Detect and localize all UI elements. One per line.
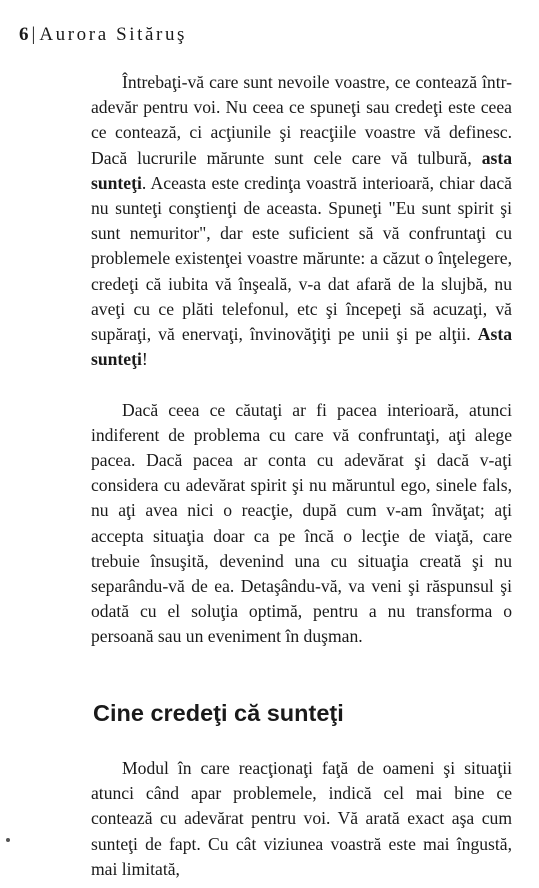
section-paragraph: Modul în care reacţionaţi faţă de oameni şi situaţii atunci când apar problemele, indică cel mai bine ce contează cu adevărat pentru voi. Vă arată exact aşa cum sunteţi de fapt. Cu cât viziunea voastră este mai îngustă, mai limitată, (91, 758, 512, 879)
paragraph-1 (91, 70, 512, 372)
paragraph-2 (91, 398, 512, 650)
paragraph-1-text-2: . Aceasta este credinţa voastră interioară, chiar dacă nu sunteţi conştienţi de aceasta. Spuneţi "Eu sunt spirit şi sunt nemuritor", dar este suficient să vă confruntaţi cu problemele existenţei voastre mărunte: a căzut o înţelegere, credeţi că iubita vă înşeală, v-a dat afară de la slujbă, nu aveţi cu ce plăti telefonul, etc şi începeţi să acuzaţi, vă supăraţi, vă enervaţi, învinovăţiţi pe unii şi pe alţii. (91, 172, 512, 345)
paragraph-1-emphasis-2: Asta sunteţi (91, 324, 512, 370)
body-text (91, 70, 512, 650)
margin-dot (6, 838, 10, 842)
paragraph-1-emphasis-1: asta sunteţi (91, 147, 512, 193)
paragraph-1-text-1: Întrebaţi-vă care sunt nevoile voastre, ce contează într-adevăr pentru voi. Nu ceea ce spuneţi sau credeţi este ceea ce contează, ci acţiunile şi reacţiile voastre vă definesc. Dacă lucrurile mărunte sunt cele care vă tulbură, (91, 72, 512, 168)
page-number: 6 (19, 24, 29, 45)
paragraph-1-text-3: ! (141, 349, 148, 370)
section-body-text (91, 756, 512, 882)
running-header (19, 24, 187, 46)
header-separator: | (31, 24, 36, 45)
author-name: Aurora Sităruş (39, 24, 188, 45)
paragraph-2-text: Dacă ceea ce căutaţi ar fi pacea interioară, atunci indiferent de problema cu care vă confruntaţi, aţi alege pacea. Dacă pacea ar conta cu adevărat şi dacă v-aţi considera cu adevărat spirit şi nu măruntul ego, sinele fals, nu aţi avea nici o reacţie, după cum v-am învăţat; aţi accepta situaţia doar ca pe încă o lecţie de viaţă, care trebuie însuşită, devenind una cu situaţia creată şi nu separându-vă de ea. Detaşându-vă, va veni şi răspunsul şi odată cu el soluţia optimă, pentru a nu transforma o persoană sau un eveniment în duşman. (91, 399, 512, 647)
section-heading: Cine credeţi că sunteţi (93, 700, 344, 726)
